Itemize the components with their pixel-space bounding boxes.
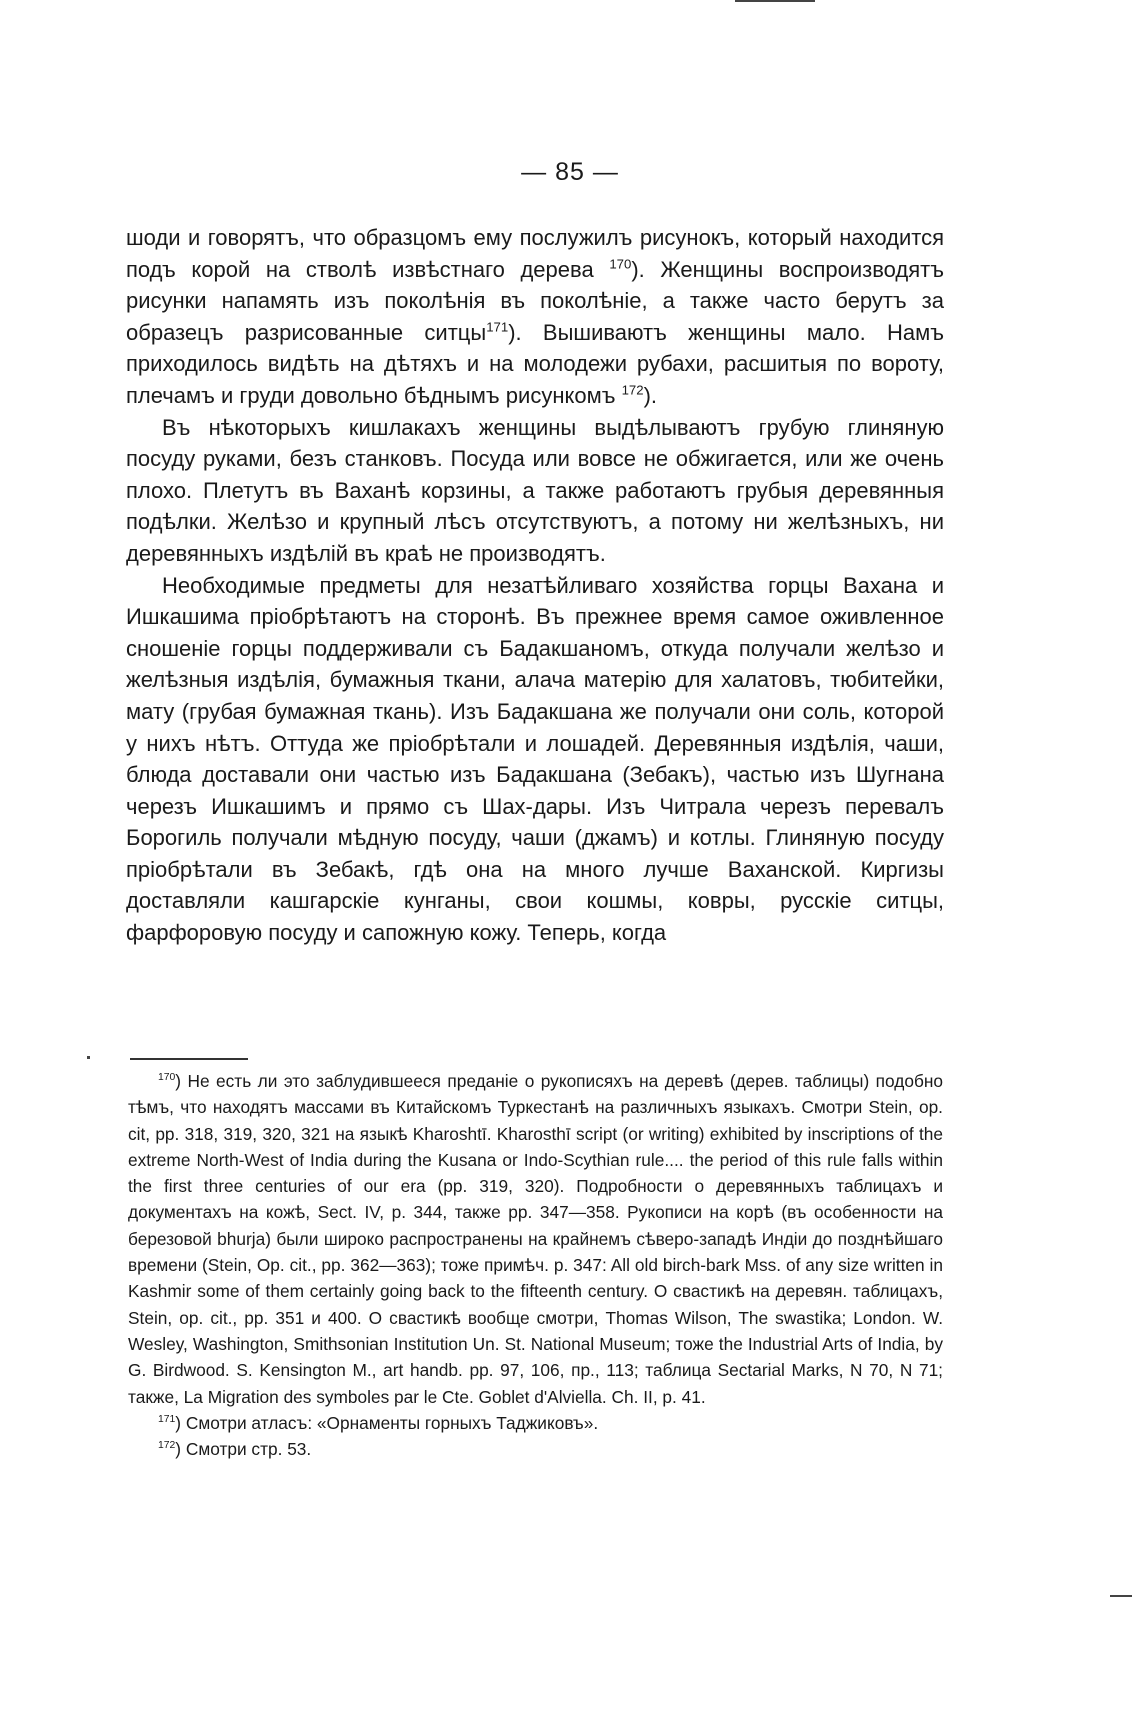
- footnote-mark: 172: [158, 1440, 176, 1452]
- page-number: — 85 —: [521, 158, 619, 186]
- paragraph-1: шоди и говорятъ, что образцомъ ему послужилъ рисунокъ, который находится подъ корой на стволѣ извѣстнаго дерева $^{170}$). Женщины воспроизводятъ рисунки напамять изъ поколѣнія въ поколѣніе, а также часто берутъ за образецъ разрисованные ситцы$^{171}$). Вышиваютъ женщины мало. Намъ приходилось видѣть на дѣтяхъ и на молодежи рубахи, расшитыя по вороту, плечамъ и груди довольно бѣднымъ рисункомъ $^{172}$).: [126, 225, 944, 408]
- paragraph-2: Въ нѣкоторыхъ кишлакахъ женщины выдѣлываютъ грубую глиняную посуду руками, безъ станковъ. Посуда или вовсе не обжигается, или же очень плохо. Плетутъ въ Ваханѣ корзины, а также работаютъ грубыя деревянныя подѣлки. Желѣзо и крупный лѣсъ отсутствуютъ, а потому ни желѣзныхъ, ни деревянныхъ издѣлій въ краѣ не производятъ.: [126, 414, 944, 566]
- footnote-divider: [130, 1058, 248, 1060]
- footnote-ref-171: 171: [486, 319, 509, 335]
- footnote-mark: 170: [158, 1072, 176, 1084]
- paragraph-3: Необходимые предметы для незатѣйливаго хозяйства горцы Вахана и Ишкашима пріобрѣтаютъ на сторонѣ. Въ прежнее время самое оживленное сношеніе горцы поддерживали съ Бадакшаномъ, откуда получали желѣзо и желѣзныя издѣлія, бумажныя ткани, алача матерію для халатовъ, тюбитейки, мату (грубая бумажная ткань). Изъ Бадакшана же получали они соль, которой у нихъ нѣтъ. Оттуда же пріобрѣтали и лошадей. Деревянныя издѣлія, чаши, блюда доставали они частью изъ Бадакшана (Зебакъ), частью изъ Шугнана черезъ Ишкашимъ и прямо съ Шах-дары. Изъ Читрала черезъ перевалъ Борогиль получали мѣдную посуду, чаши (джамъ) и котлы. Глиняную посуду пріобрѣтали въ Зебакѣ, гдѣ она на много лучше Ваханской. Киргизы доставляли кашгарскіе кунганы, свои кошмы, ковры, русскіе ситцы, фарфоровую посуду и сапожную кожу. Теперь, когда: [126, 572, 944, 946]
- footnote-172: $^{172}$) Смотри стр. 53.: [158, 1439, 312, 1460]
- footnote-170: $^{170}$) Не есть ли это заблудившееся преданіе о рукописяхъ на деревѣ (дерев. таблицы) подобно тѣмъ, что находятъ массами въ Китайскомъ Туркестанѣ на различныхъ языкахъ. Смотри Stein, op. cit, pp. 318, 319, 320, 321 на языкѣ Kharoshtī. Kharosthī script (or writing) exhibited by inscriptions of the extreme North-West of India during the Kusana or Indo-Scythian rule.... the period of this rule falls within the first three centuries of our era (pp. 319, 320). Подробности о деревянныхъ таблицахъ и документахъ на кожѣ, Sect. IV, p. 344, также pp. 347—358. Рукописи на корѣ (въ особенности на березовой bhurja) были широко распространены на крайнемъ сѣверо-западѣ Индіи до позднѣйшаго времени (Stein, Op. cit., pp. 362—363); тоже примѣч. p. 347: All old birch-bark Mss. of any size written in Kashmir some of them certainly going back to the fifteenth century. О свастикѣ на деревян. таблицахъ, Stein, op. cit., pp. 351 и 400. О свастикѣ вообще смотри, Thomas Wilson, The swastika; London. W. Wesley, Washington, Smithsonian Institution Un. St. National Museum; тоже the Industrial Arts of India, by G. Birdwood. S. Kensington M., art handb. pp. 97, 106, пр., 113; таблица Sectarial Marks, N 70, N 71; также, La Migration des symboles par le Cte. Goblet d'Alviella. Ch. II, p. 41.: [128, 1071, 943, 1407]
- footnote-ref-172: 172: [621, 382, 644, 398]
- scan-mark-right: [1110, 1595, 1132, 1597]
- footnote-mark: 171: [158, 1414, 176, 1426]
- footnote-171: $^{171}$) Смотри атласъ: «Орнаменты горныхъ Таджиковъ».: [158, 1412, 599, 1433]
- scan-mark-top: [735, 0, 815, 2]
- main-text: [126, 222, 944, 949]
- footnotes: [128, 1068, 943, 1462]
- scan-mark-left-dot: [87, 1056, 90, 1059]
- footnote-ref-170: 170: [609, 256, 632, 272]
